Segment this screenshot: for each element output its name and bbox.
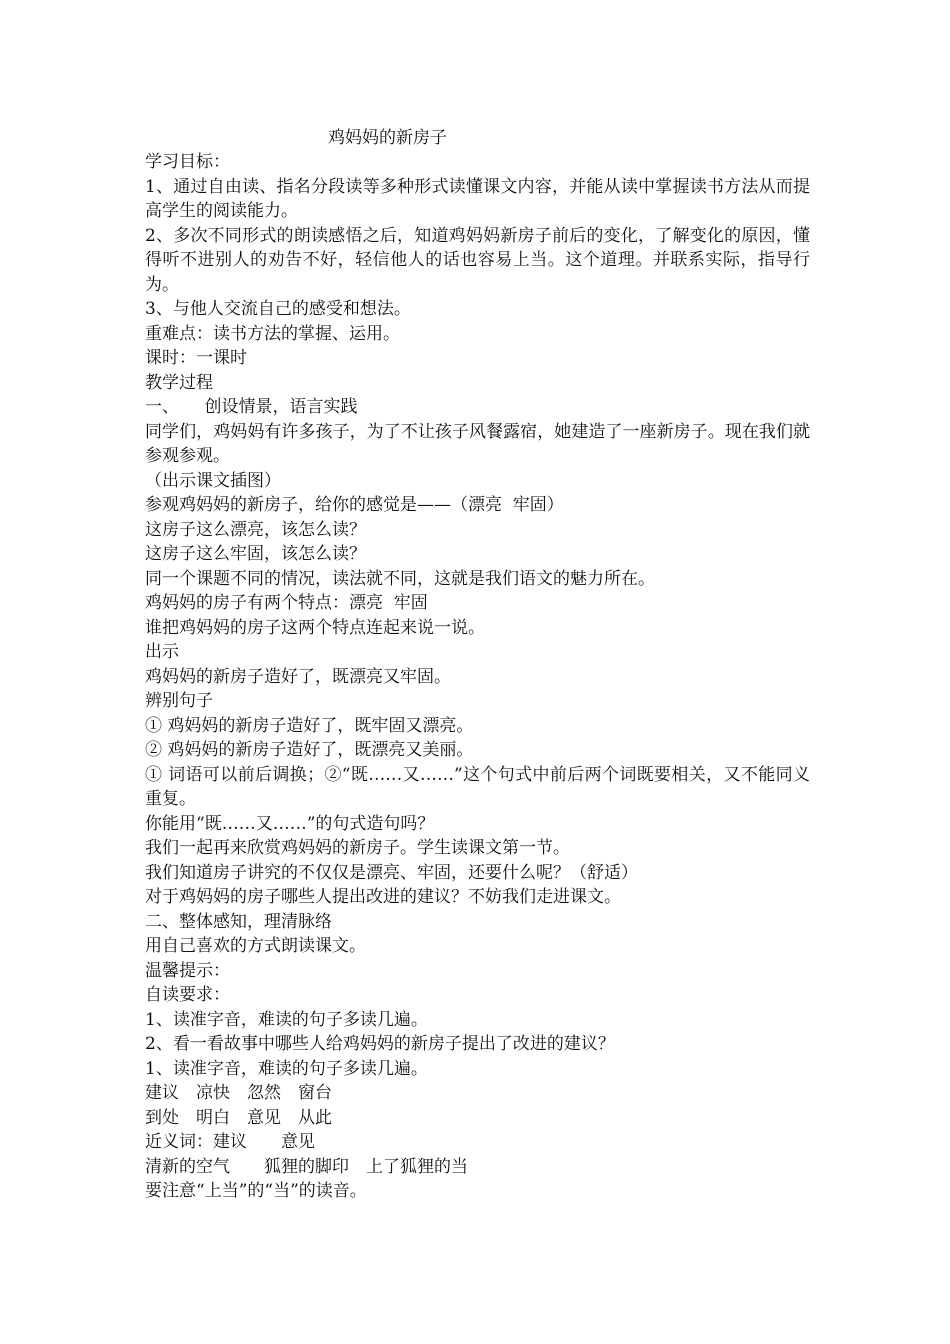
section-heading: 二、整体感知，理清脉络 (145, 911, 332, 932)
text-line: 自读要求： (145, 985, 230, 1005)
text-line: 这房子这么牢固，该怎么读？ (145, 544, 366, 564)
text-line: 同一个课题不同的情况，读法就不同，这就是我们语文的魅力所在。 (145, 568, 655, 589)
document-title: 鸡妈妈的新房子 (328, 128, 447, 148)
objective-item: 1、通过自由读、指名分段读等多种形式读懂课文内容，并能从读中掌握读书方法从而提高学生的阅读能力。 (145, 176, 810, 221)
text-line: 对于鸡妈妈的房子哪些人提出改进的建议？不妨我们走进课文。 (145, 887, 621, 907)
text-line: 出示 (145, 642, 179, 662)
text-line: 我们一起再来欣赏鸡妈妈的新房子。学生读课文第一节。 (145, 838, 570, 858)
text-line: 谁把鸡妈妈的房子这两个特点连起来说一说。 (145, 617, 485, 638)
text-line: 用自己喜欢的方式朗读课文。 (145, 936, 366, 956)
text-line: 这房子这么漂亮，该怎么读？ (145, 519, 366, 540)
text-line: 鸡妈妈的新房子造好了，既漂亮又牢固。 (145, 666, 451, 687)
word-list: 建议 凉快 忽然 窗台 (145, 1083, 332, 1103)
word-list: 清新的空气 狐狸的脚印 上了狐狸的当 (145, 1156, 468, 1177)
text-line: 同学们，鸡妈妈有许多孩子，为了不让孩子风餐露宿，她建造了一座新房子。现在我们就参观参观。 (145, 421, 810, 466)
text-line: 温馨提示： (145, 960, 230, 981)
section-heading: 学习目标： (145, 152, 230, 172)
word-list: 近义词：建议 意见 (145, 1132, 315, 1152)
objective-item: 2、多次不同形式的朗读感悟之后，知道鸡妈妈新房子前后的变化，了解变化的原因，懂得听不进别人的劝告不好，轻信他人的话也容易上当。这个道理。并联系实际，指导行为。 (145, 225, 810, 295)
document-body (145, 150, 810, 1204)
text-line: ① 鸡妈妈的新房子造好了，既牢固又漂亮。 (145, 715, 474, 736)
text-line: ② 鸡妈妈的新房子造好了，既漂亮又美丽。 (145, 740, 474, 760)
word-list: 到处 明白 意见 从此 (145, 1107, 332, 1128)
text-line: 1、读准字音，难读的句子多读几遍。 (145, 1058, 428, 1079)
class-hours: 课时：一课时 (145, 348, 247, 368)
text-line: 你能用“既……又……”的句式造句吗？ (145, 813, 435, 834)
text-line: 参观鸡妈妈的新房子，给你的感觉是——（漂亮 牢固） (145, 495, 564, 515)
section-heading: 一、 创设情景，语言实践 (145, 397, 358, 417)
text-line: （出示课文插图） (145, 470, 281, 491)
text-line: 我们知道房子讲究的不仅仅是漂亮、牢固，还要什么呢？（舒适） (145, 862, 638, 883)
section-heading: 教学过程 (145, 372, 213, 393)
text-line: 鸡妈妈的房子有两个特点：漂亮 牢固 (145, 593, 428, 613)
text-line: ① 词语可以前后调换；②“既……又……”这个句式中前后两个词既要相关，又不能同义重复。 (145, 764, 810, 809)
text-line: 1、读准字音，难读的句子多读几遍。 (145, 1009, 428, 1030)
text-line: 辨别句子 (145, 691, 213, 711)
key-points: 重难点：读书方法的掌握、运用。 (145, 323, 400, 344)
objective-item: 3、与他人交流自己的感受和想法。 (145, 299, 411, 319)
text-line: 2、看一看故事中哪些人给鸡妈妈的新房子提出了改进的建议？ (145, 1034, 615, 1054)
text-line: 要注意“上当”的“当”的读音。 (145, 1181, 367, 1201)
